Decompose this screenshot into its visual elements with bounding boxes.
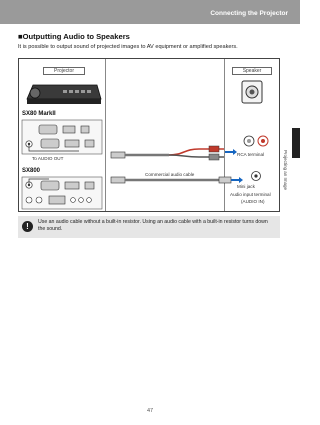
cable-label: Commercial audio cable bbox=[145, 172, 195, 177]
mini-jack-label: Mini jack bbox=[237, 184, 255, 189]
model-label-sx800: SX800 bbox=[22, 168, 41, 174]
audio-out-label: To AUDIO OUT bbox=[32, 156, 64, 161]
section-title: ■Outputting Audio to Speakers bbox=[18, 32, 130, 41]
side-tab-marker bbox=[292, 128, 300, 158]
note-text: Use an audio cable without a built-in resistor. Using an audio cable with a built-in resistor turns down the sound. bbox=[38, 219, 268, 232]
model-label-sx80: SX80 MarkII bbox=[22, 111, 56, 117]
side-tab-label: Projecting an Image bbox=[283, 150, 288, 191]
caution-icon: ! bbox=[22, 221, 33, 232]
page-header bbox=[0, 0, 300, 24]
audio-input-label: Audio input terminal bbox=[230, 192, 271, 197]
speaker-tag: Speaker bbox=[232, 67, 272, 75]
section-text: It is possible to output sound of projected images to AV equipment or amplified speakers. bbox=[18, 44, 238, 50]
audio-input-sub-label: (AUDIO IN) bbox=[241, 199, 265, 204]
rca-terminal-label: RCA terminal bbox=[237, 152, 265, 157]
audio-cables bbox=[19, 59, 281, 213]
header-title: Connecting the Projector bbox=[210, 10, 288, 17]
page-number: 47 bbox=[146, 408, 154, 414]
note-box bbox=[18, 216, 280, 238]
projector-tag: Projector bbox=[43, 67, 85, 75]
connection-diagram bbox=[18, 58, 280, 212]
side-tab bbox=[280, 150, 290, 210]
